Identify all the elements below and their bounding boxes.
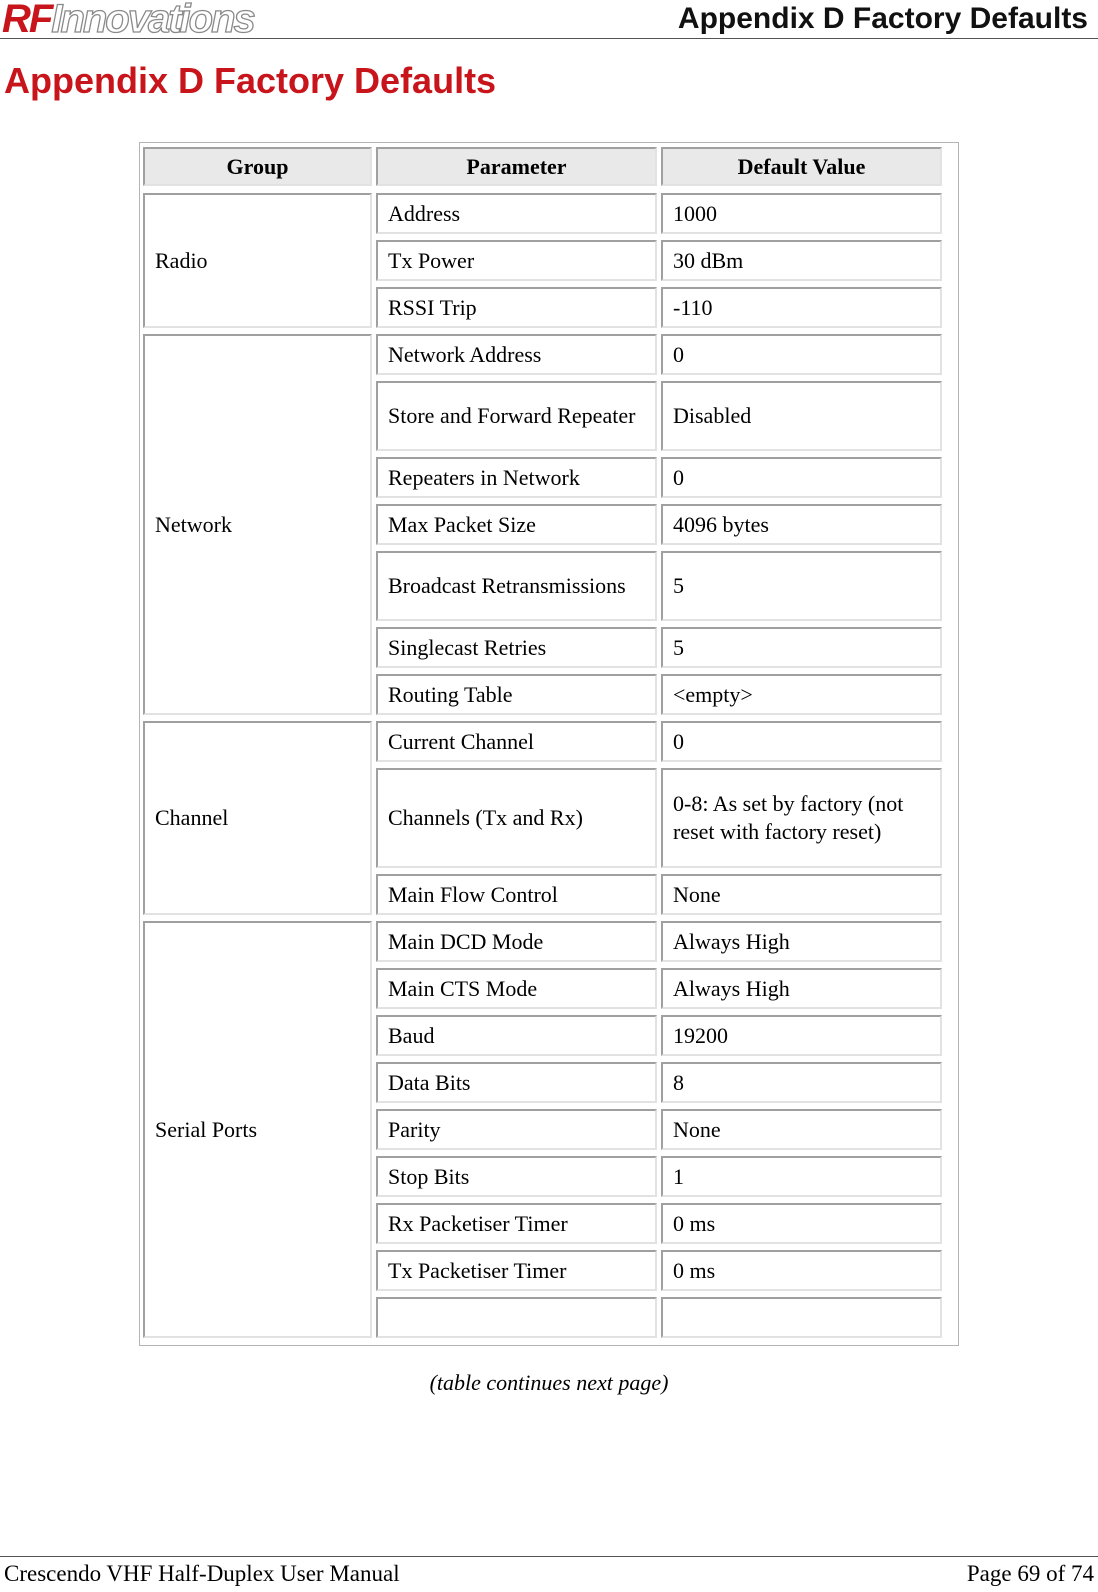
parameter-cell: Stop Bits [376, 1156, 657, 1197]
parameter-cell: Parity [376, 1109, 657, 1150]
parameter-cell: Singlecast Retries [376, 627, 657, 668]
default-value-cell: None [661, 874, 942, 915]
page-title: Appendix D Factory Defaults [4, 60, 497, 101]
default-value-cell: Disabled [661, 381, 942, 451]
parameter-cell: Current Channel [376, 721, 657, 762]
default-value-cell: 5 [661, 627, 942, 668]
parameter-cell: Main DCD Mode [376, 921, 657, 962]
group-cell: Radio [143, 193, 372, 328]
parameter-cell: Tx Power [376, 240, 657, 281]
page-number: Page 69 of 74 [966, 1561, 1094, 1586]
page-header [0, 0, 1098, 39]
default-value-cell: -110 [661, 287, 942, 328]
group-cell: Serial Ports [143, 921, 372, 1338]
parameter-cell: Baud [376, 1015, 657, 1056]
manual-title: Crescendo VHF Half-Duplex User Manual [4, 1561, 400, 1586]
parameter-cell: Store and Forward Repeater [376, 381, 657, 451]
group-cell: Network [143, 334, 372, 715]
default-value-cell: 4096 bytes [661, 504, 942, 545]
default-value-cell: <empty> [661, 674, 942, 715]
parameter-cell: Network Address [376, 334, 657, 375]
default-value-cell: 5 [661, 551, 942, 621]
default-value-cell: 0 ms [661, 1250, 942, 1291]
factory-defaults-table [139, 142, 959, 1346]
parameter-cell: Data Bits [376, 1062, 657, 1103]
parameter-cell: Main Flow Control [376, 874, 657, 915]
column-header-group: Group [143, 147, 372, 186]
default-value-cell: 19200 [661, 1015, 942, 1056]
default-value-cell: 1 [661, 1156, 942, 1197]
parameter-cell: Max Packet Size [376, 504, 657, 545]
default-value-cell: 0-8: As set by factory (not reset with factory reset) [661, 768, 942, 868]
default-value-cell: 0 [661, 457, 942, 498]
column-header-parameter: Parameter [376, 147, 657, 186]
page-footer [0, 1556, 1098, 1592]
default-value-cell: 30 dBm [661, 240, 942, 281]
default-value-cell: 1000 [661, 193, 942, 234]
parameter-cell: Main CTS Mode [376, 968, 657, 1009]
default-value-cell: 0 [661, 334, 942, 375]
parameter-cell: Broadcast Retransmissions [376, 551, 657, 621]
parameter-cell: Rx Packetiser Timer [376, 1203, 657, 1244]
default-value-cell: 0 ms [661, 1203, 942, 1244]
default-value-cell: Always High [661, 921, 942, 962]
table-continuation-caption: (table continues next page) [429, 1370, 669, 1395]
group-cell: Channel [143, 721, 372, 915]
parameter-cell: Repeaters in Network [376, 457, 657, 498]
column-header-default-value: Default Value [661, 147, 942, 186]
parameter-cell: Address [376, 193, 657, 234]
parameter-cell: Tx Packetiser Timer [376, 1250, 657, 1291]
rfinnovations-logo: RFInnovations [2, 0, 254, 41]
default-value-cell [661, 1297, 942, 1338]
parameter-cell: Routing Table [376, 674, 657, 715]
parameter-cell [376, 1297, 657, 1338]
default-value-cell: 0 [661, 721, 942, 762]
parameter-cell: RSSI Trip [376, 287, 657, 328]
header-title: Appendix D Factory Defaults [677, 2, 1088, 35]
default-value-cell: None [661, 1109, 942, 1150]
default-value-cell: Always High [661, 968, 942, 1009]
default-value-cell: 8 [661, 1062, 942, 1103]
parameter-cell: Channels (Tx and Rx) [376, 768, 657, 868]
